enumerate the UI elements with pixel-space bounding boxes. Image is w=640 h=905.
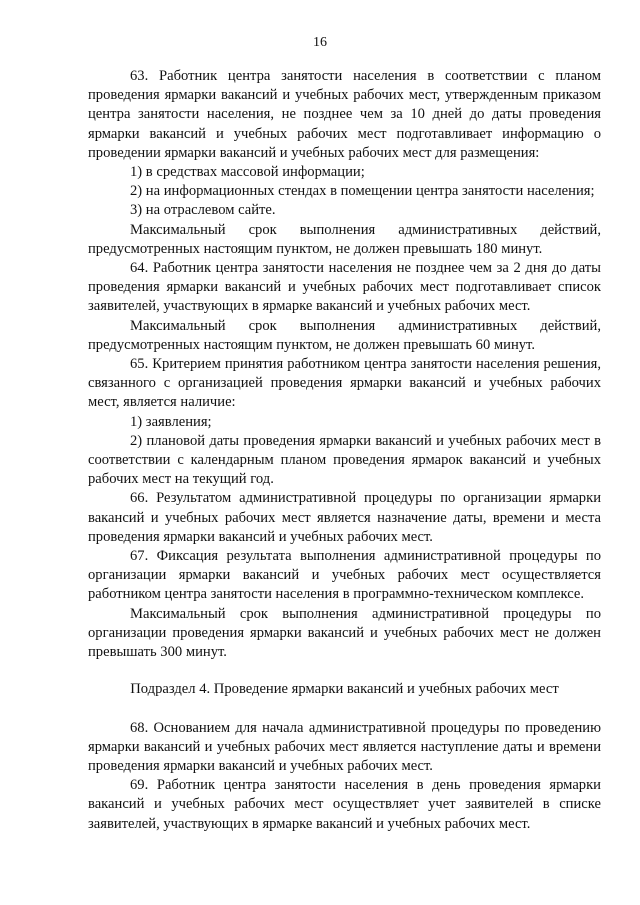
paragraph-68: 68. Основанием для начала административной процедуры по проведению ярмарки вакансий и учебных рабочих мест является наступление даты и времени проведения ярмарки вакансий и учебных рабочих мест. bbox=[88, 719, 601, 774]
paragraph-66: 66. Результатом административной процедуры по организации ярмарки вакансий и учебных рабочих мест является назначение даты, времени и места проведения ярмарки вакансий и учебных рабочих мест. bbox=[88, 490, 601, 545]
list-item: 1) заявления; bbox=[130, 413, 212, 430]
paragraph-67: 67. Фиксация результата выполнения административной процедуры по организации ярмарки вакансий и учебных рабочих мест осуществляется работником центра занятости населения в программно-техническом комплексе. bbox=[88, 548, 601, 603]
paragraph-time-limit: Максимальный срок выполнения административных действий, предусмотренных настоящим пунктом, не должен превышать 180 минут. bbox=[88, 221, 601, 257]
paragraph-64: 64. Работник центра занятости населения не позднее чем за 2 дня до даты проведения ярмарки вакансий и учебных рабочих мест подготавливает список заявителей, участвующих в ярмарке вакансий и учебных рабочих мест. bbox=[88, 260, 601, 315]
page-number: 16 bbox=[313, 35, 327, 50]
list-item: 2) плановой даты проведения ярмарки вакансий и учебных рабочих мест в соответствии с календарным планом проведения ярмарок вакансий и учебных рабочих мест на текущий год. bbox=[88, 432, 601, 488]
paragraph-63: 63. Работник центра занятости населения в соответствии с планом проведения ярмарки вакансий и учебных рабочих мест, утвержденным приказом центра занятости населения, не позднее чем за 10 дней до даты проведения ярмарки вакансий и учебных рабочих мест подготавливает информацию о проведении ярмарки вакансий и учебных рабочих мест для размещения: bbox=[88, 68, 601, 161]
list-item: 2) на информационных стендах в помещении центра занятости населения; bbox=[130, 183, 595, 200]
paragraph-time-limit: Максимальный срок выполнения административных действий, предусмотренных настоящим пунктом, не должен превышать 60 минут. bbox=[88, 317, 601, 353]
subsection-heading: Подраздел 4. Проведение ярмарки вакансий и учебных рабочих мест bbox=[130, 681, 559, 698]
paragraph-time-limit: Максимальный срок выполнения административной процедуры по организации проведения ярмарки вакансий и учебных рабочих мест не должен превышать 300 минут. bbox=[88, 605, 601, 661]
list-item: 1) в средствах массовой информации; bbox=[130, 164, 365, 181]
paragraph-69: 69. Работник центра занятости населения в день проведения ярмарки вакансий и учебных рабочих мест осуществляет учет заявителей в списке заявителей, участвующих в ярмарке вакансий и учебных рабочих мест. bbox=[88, 777, 601, 832]
paragraph-65: 65. Критерием принятия работником центра занятости населения решения, связанного с организацией проведения ярмарки вакансий и учебных рабочих мест, является наличие: bbox=[88, 356, 601, 411]
document-body bbox=[88, 67, 601, 834]
list-item: 3) на отраслевом сайте. bbox=[130, 202, 276, 219]
